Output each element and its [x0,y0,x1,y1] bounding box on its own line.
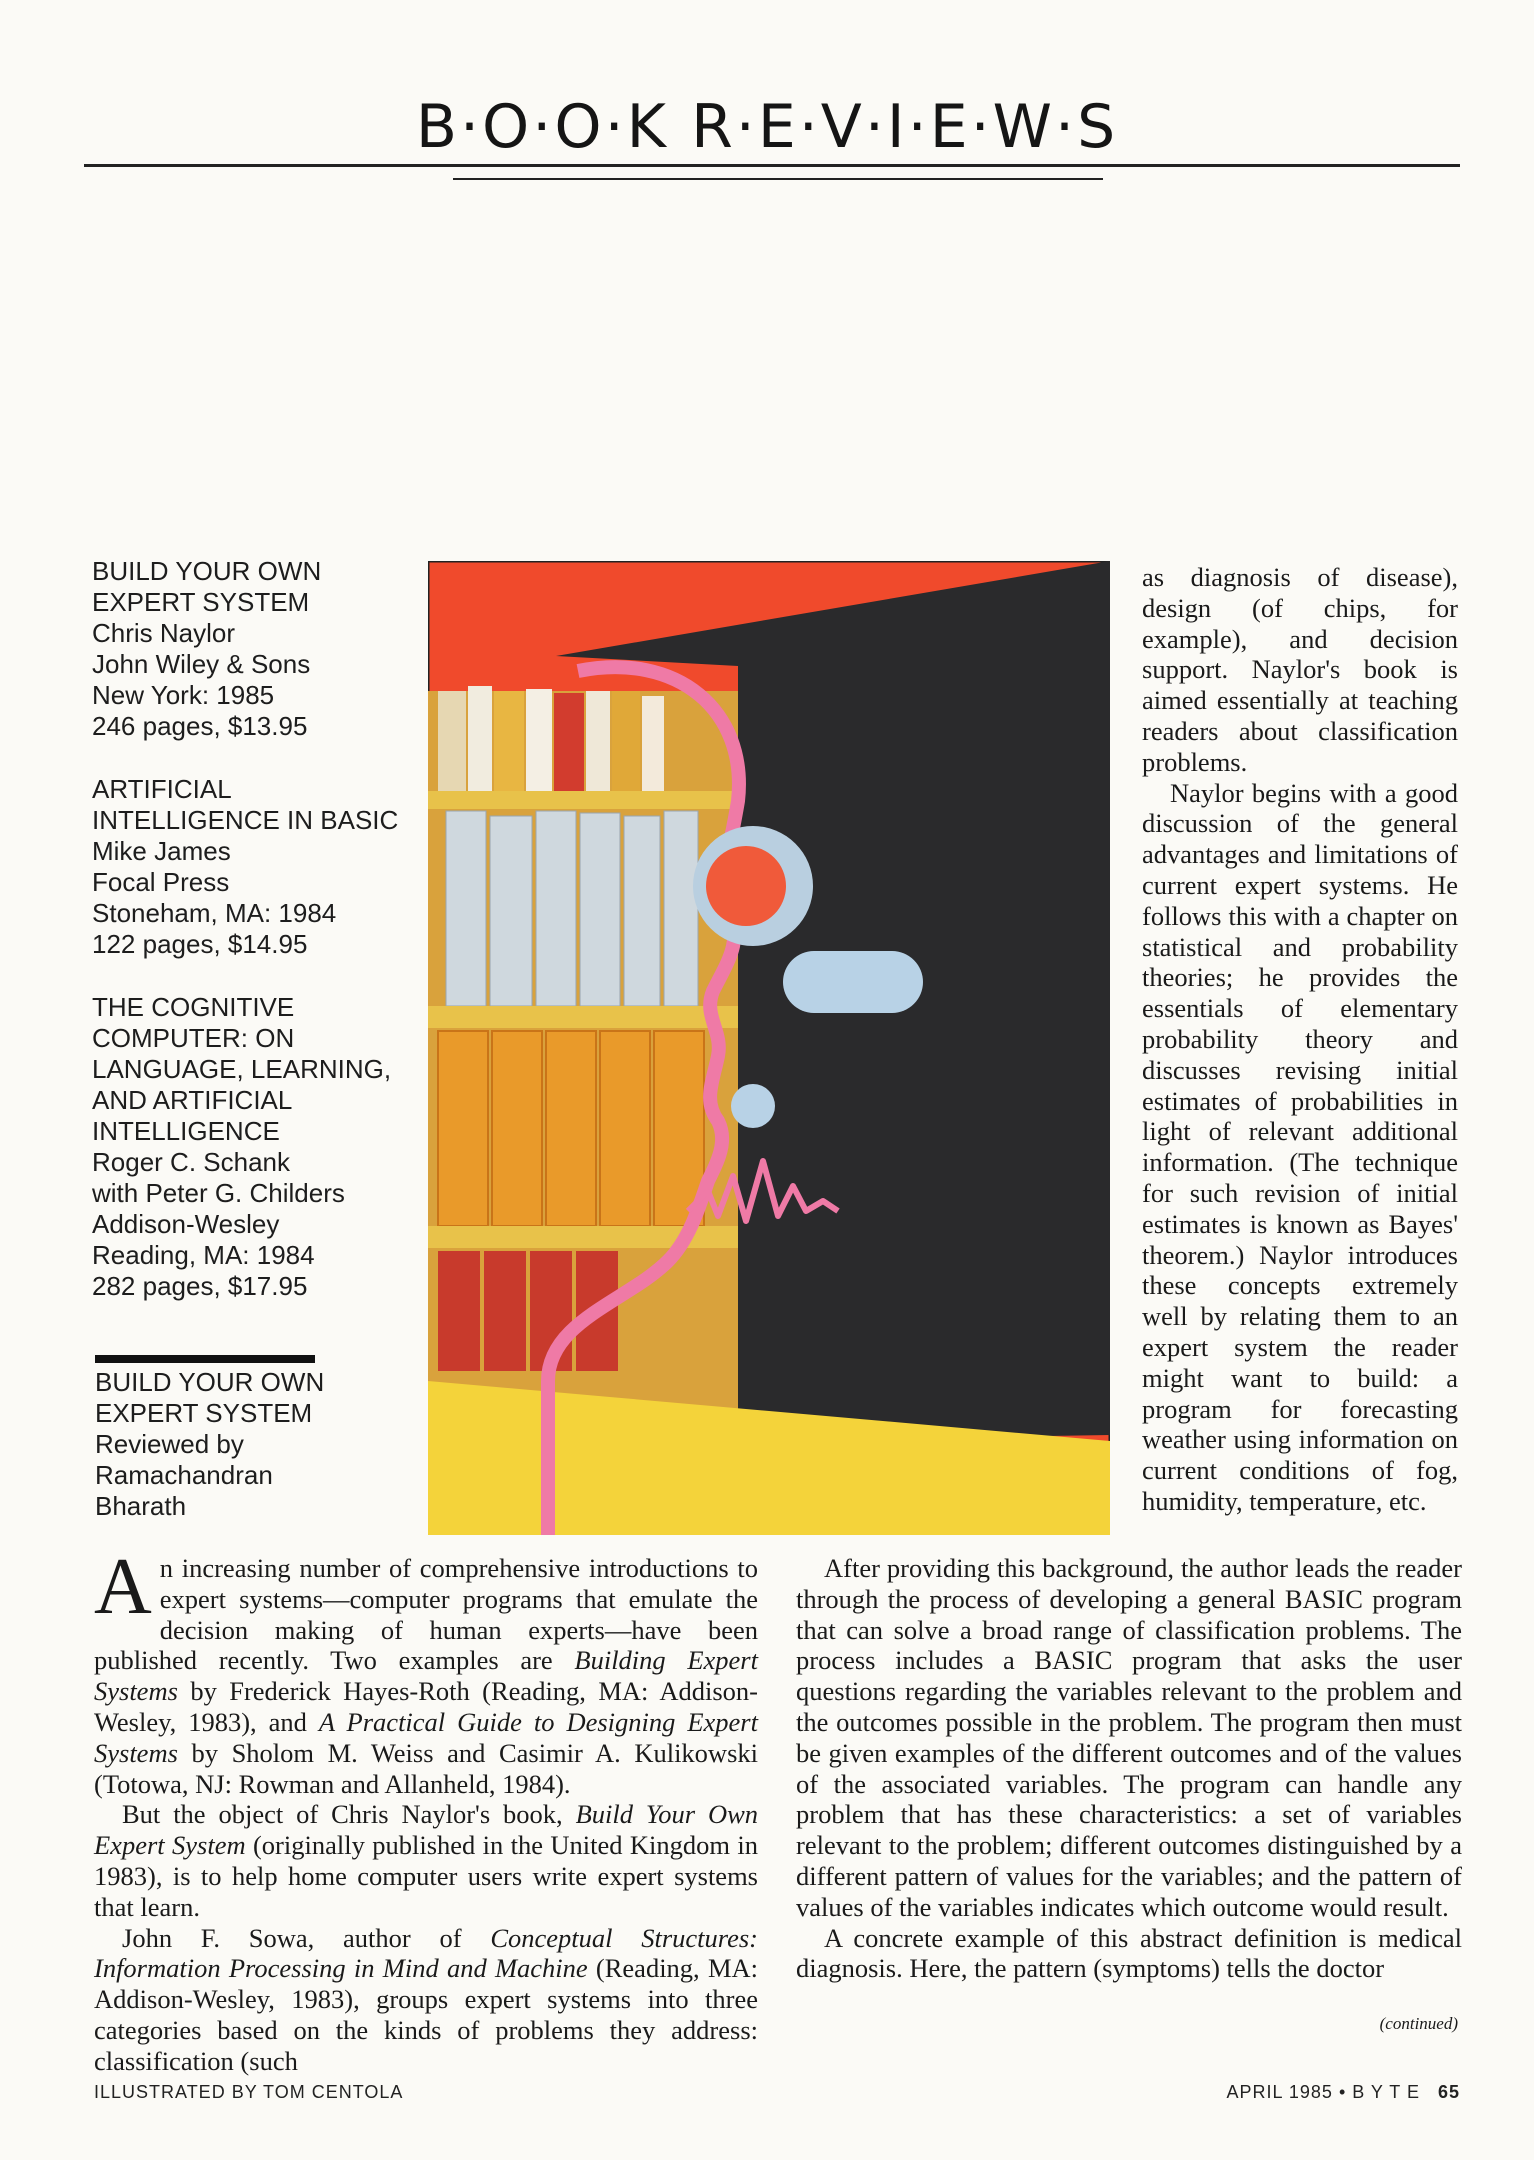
article-column-left [94,1543,759,2077]
book-line: Roger C. Schank [92,1147,290,1177]
drop-cap: A [94,1543,152,1631]
book-listing-2 [92,774,422,960]
book-listing-3 [92,992,422,1302]
book-line: Chris Naylor [92,618,236,648]
paragraph: An increasing number of comprehensive introductions to expert systems—computer programs that emulate the decision making of human experts—have been published recently. Two examples are Building Expert Systems by Frederick Hayes-Roth (Reading, MA: Addison-Wesley, 1983), and A Practical Guide to Designing Expert Systems by Sholom M. Weiss and Casimir A. Kulikowski (Totowa, NJ: Rowman and Allanheld, 1984). [94,1543,758,1799]
review-line: Reviewed by [95,1429,244,1459]
thought-pill [783,951,923,1013]
book-listing-1 [92,556,422,742]
book-line: Stoneham, MA: 1984 [92,898,337,928]
header-subrule [453,178,1103,180]
book-line: 246 pages, $13.95 [92,711,308,741]
reviewer-credit [95,1367,415,1522]
book-line: with Peter G. Childers [92,1178,345,1208]
book-line: John Wiley & Sons [92,649,311,679]
book-line: Focal Press [92,867,230,897]
book-line: ARTIFICIAL [92,774,232,804]
book-line: Addison-Wesley [92,1209,280,1239]
paragraph: But the object of Chris Naylor's book, Build Your Own Expert System (originally published in the United Kingdom in 1983), is to help home computer users write expert systems that learn. [94,1799,759,1922]
paragraph: After providing this background, the author leads the reader through the process of developing a general BASIC program that can solve a broad range of classification problems. The process includes a BASIC program that asks the user questions regarding the variables relevant to the problem and the outcomes possible in the problem. The program then must be given examples of the different outcomes and of the values of the associated variables. The program can handle any problem that has these characteristics: a set of variables relevant to the problem; different outcomes distinguished by a different pattern of values for the variables; and the pattern of values of the variables indicates which outcome would result. [796,1553,1462,1922]
book-line: 282 pages, $17.95 [92,1271,308,1301]
header-rule [84,164,1460,167]
book-line: EXPERT SYSTEM [92,587,310,617]
paragraph: Naylor begins with a good discussion of the general advantages and limitations of current expert systems. He follows this with a chapter on statistical and probability theories; he provides the essentials of elementary probability theory and discusses revising initial estimates of probabilities in light of relevant additional information. (The technique for such revision of initial estimates is known as Bayes' theorem.) Naylor introduces these concepts extremely well by relating them to an expert system the reader might want to build: a program for forecasting weather using information on current conditions of fog, humidity, temperature, etc. [1142,777,1458,1516]
book-line: THE COGNITIVE [92,992,295,1022]
review-divider [95,1355,315,1363]
review-line: BUILD YOUR OWN [95,1367,325,1397]
book-line: Reading, MA: 1984 [92,1240,315,1270]
paragraph: as diagnosis of disease), design (of chips, for example), and decision support. Naylor's book is aimed essentially at teaching readers about classification problems. [1142,562,1458,777]
article-column-right [796,1553,1462,1984]
illustration [428,561,1110,1535]
page-number: 65 [1437,2082,1460,2102]
review-line: EXPERT SYSTEM [95,1398,313,1428]
book-line: BUILD YOUR OWN [92,556,322,586]
review-line: Bharath [95,1491,187,1521]
paragraph: A concrete example of this abstract definition is medical diagnosis. Here, the pattern (symptoms) tells the doctor [796,1922,1462,1984]
thought-bubble [731,1084,775,1128]
illustration-credit: ILLUSTRATED BY TOM CENTOLA [94,2082,404,2102]
book-line: New York: 1985 [92,680,275,710]
article-column-top-right [1142,562,1458,1517]
book-line: LANGUAGE, LEARNING, [92,1054,392,1084]
book-line: INTELLIGENCE IN BASIC [92,805,399,835]
section-title: B·O·O·K R·E·V·I·E·W·S [415,92,1119,162]
issue-label: APRIL 1985 • B Y T E [1226,2082,1420,2102]
continued-note: (continued) [1379,2014,1458,2033]
paragraph: John F. Sowa, author of Conceptual Structures: Information Processing in Mind and Machine (Reading, MA: Addison-Wesley, 1983), groups expert systems into three categories based on the kinds of problems they address: classification (such [94,1922,759,2076]
book-line: COMPUTER: ON [92,1023,295,1053]
review-line: Ramachandran [95,1460,273,1490]
book-line: 122 pages, $14.95 [92,929,308,959]
book-line: AND ARTIFICIAL [92,1085,293,1115]
book-line: Mike James [92,836,231,866]
book-line: INTELLIGENCE [92,1116,280,1146]
page-footer [1227,2082,1460,2103]
